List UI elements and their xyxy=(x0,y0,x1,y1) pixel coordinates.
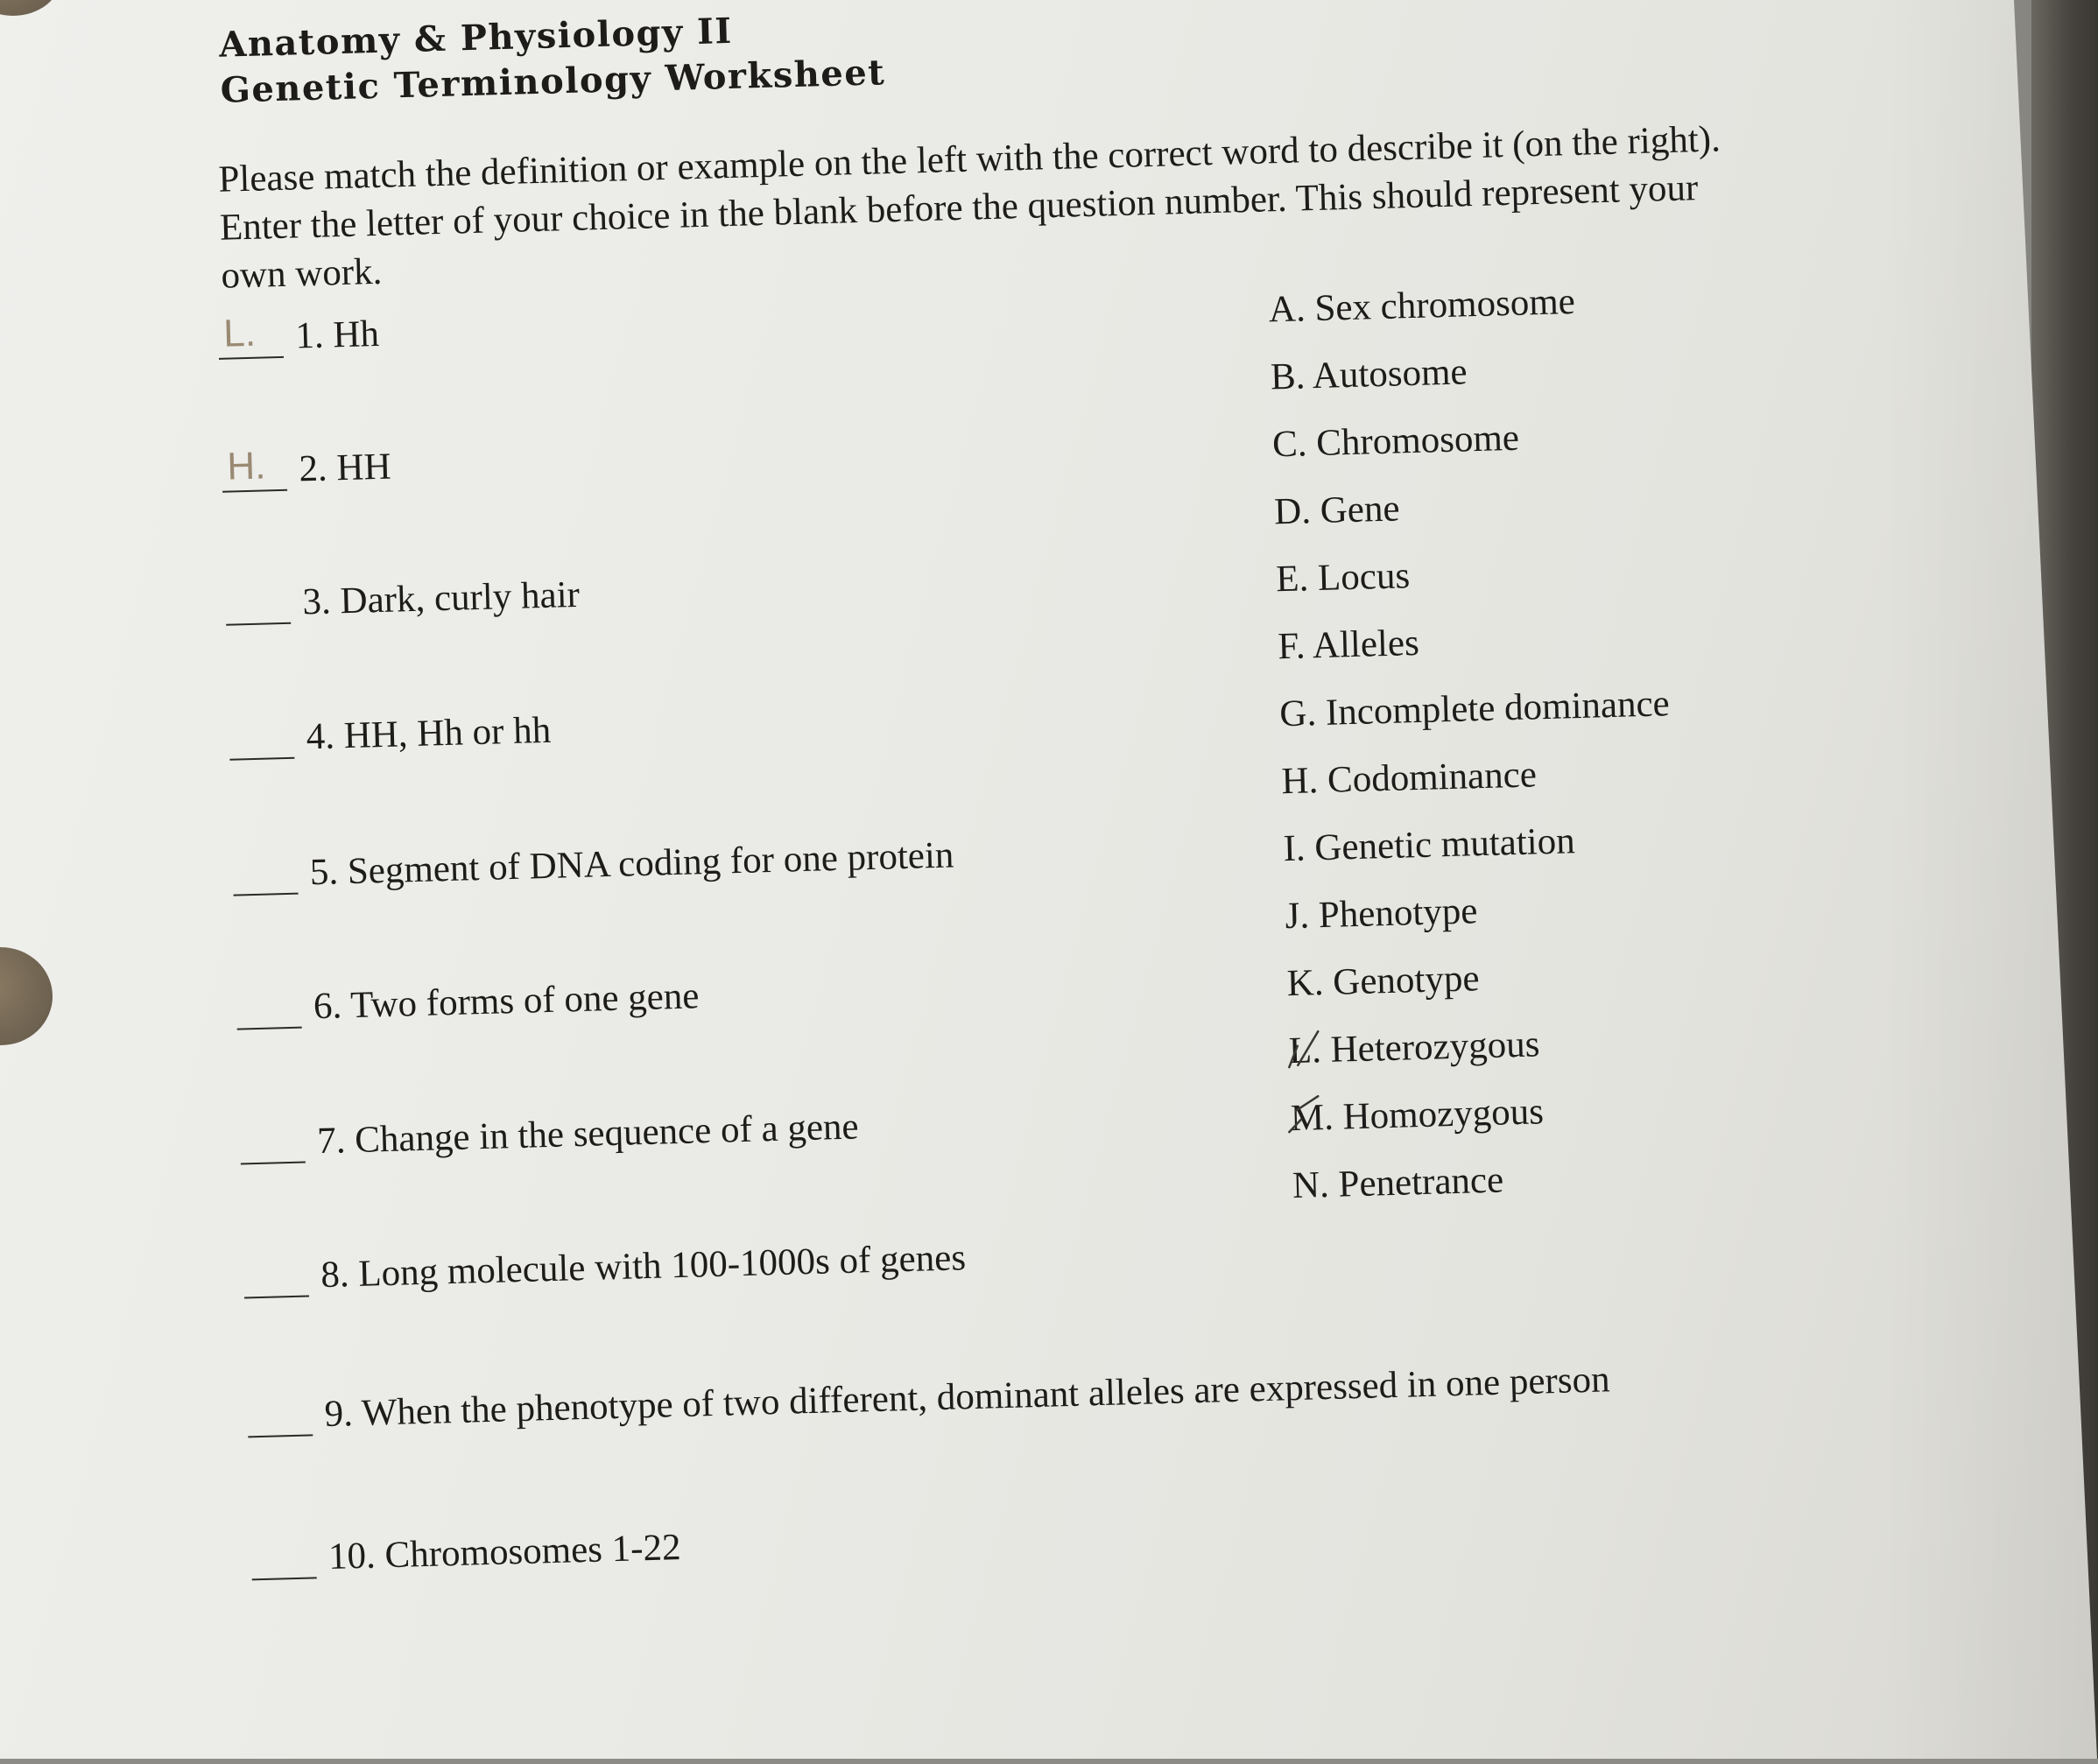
choice-item: B. Autosome xyxy=(1270,351,1468,398)
worksheet-title: Genetic Terminology Worksheet xyxy=(220,52,886,111)
answer-blank[interactable] xyxy=(250,1536,316,1580)
question-text: 9. When the phenotype of two different, dominant alleles are expressed in one person xyxy=(324,1359,1611,1436)
choice-item: J. Phenotype xyxy=(1285,890,1479,938)
choice-item: M. Homozygous xyxy=(1290,1091,1545,1140)
question-item xyxy=(218,313,380,369)
choice-item: D. Gene xyxy=(1273,488,1401,533)
question-item xyxy=(229,709,552,770)
question-text: 3. Dark, curly hair xyxy=(301,573,581,623)
choice-item: G. Incomplete dominance xyxy=(1278,683,1671,735)
question-text: 1. Hh xyxy=(294,313,380,357)
answer-blank[interactable] xyxy=(247,1394,313,1437)
question-item xyxy=(222,446,392,502)
choice-item: L. Heterozygous xyxy=(1288,1023,1540,1072)
answer-blank[interactable] xyxy=(222,444,287,493)
question-item xyxy=(243,1236,967,1308)
answer-blank[interactable] xyxy=(236,987,301,1030)
question-text: 4. HH, Hh or hh xyxy=(306,709,552,758)
question-text: 5. Segment of DNA coding for one protein xyxy=(309,834,954,894)
choice-item: K. Genotype xyxy=(1286,958,1481,1005)
choice-item: H. Codominance xyxy=(1280,754,1538,803)
question-item xyxy=(225,573,581,636)
answer-blank[interactable] xyxy=(225,582,291,626)
choice-item: E. Locus xyxy=(1275,555,1411,601)
answer-blank[interactable] xyxy=(243,1254,309,1298)
handwritten-answer: H. xyxy=(226,444,266,488)
question-text: 7. Change in the sequence of a gene xyxy=(316,1106,860,1163)
answer-blank[interactable] xyxy=(229,717,294,761)
handwritten-answer: L. xyxy=(222,311,257,355)
question-item xyxy=(232,833,954,905)
question-text: 8. Long molecule with 100-1000s of genes xyxy=(320,1237,967,1297)
question-item xyxy=(240,1105,860,1174)
question-text: 2. HH xyxy=(298,446,392,490)
question-item xyxy=(250,1526,681,1590)
answer-blank[interactable] xyxy=(240,1121,306,1165)
answer-blank[interactable] xyxy=(218,311,284,360)
question-item xyxy=(247,1358,1610,1447)
question-item xyxy=(236,974,700,1039)
course-title: Anatomy & Physiology II xyxy=(218,10,734,66)
answer-blank[interactable] xyxy=(232,853,298,896)
choice-item: C. Chromosome xyxy=(1271,417,1520,466)
choice-item: I. Genetic mutation xyxy=(1282,820,1576,870)
question-text: 10. Chromosomes 1-22 xyxy=(327,1527,682,1578)
question-text: 6. Two forms of one gene xyxy=(313,975,700,1028)
check-mark-icon xyxy=(1286,1093,1326,1135)
choice-item: N. Penetrance xyxy=(1292,1159,1504,1207)
choice-item: A. Sex chromosome xyxy=(1268,280,1576,331)
check-mark-icon xyxy=(1285,1026,1324,1069)
choice-item: F. Alleles xyxy=(1277,622,1420,668)
instructions: Please match the definition or example on the left with the correct word to describe it (on the right). Enter the letter of your choice in the blank before the question number. This should represent your own work. xyxy=(217,118,1721,297)
